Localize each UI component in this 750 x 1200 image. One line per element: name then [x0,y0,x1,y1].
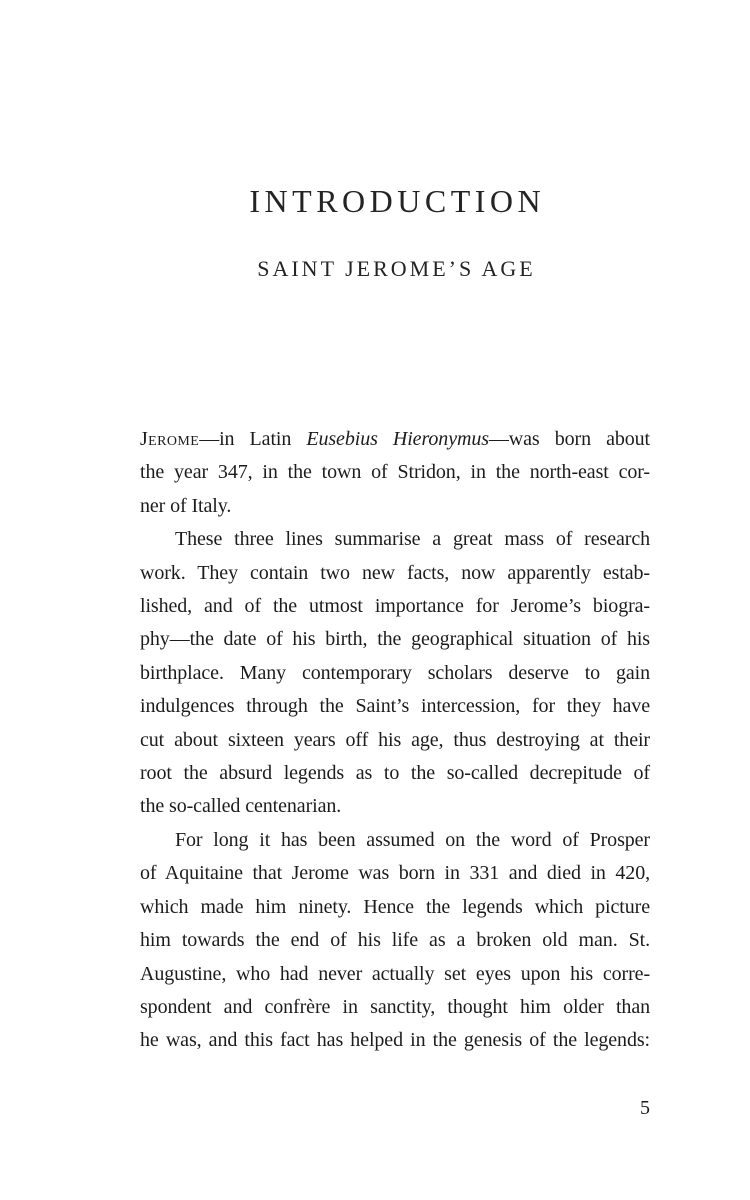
text-line [140,657,650,690]
text-line [140,724,650,757]
text-segment: —was born about [488,428,651,450]
text-line [140,557,650,590]
text-segment: indulgences through the Saint’s intercession, for they have [140,695,650,718]
text-line [140,958,650,991]
text-line [140,924,650,957]
text-segment: —in Latin [199,428,307,450]
text-segment-smallcaps: Jerome [140,428,200,450]
page-number: 5 [640,1097,650,1119]
text-line [140,456,650,489]
text-line [140,824,650,857]
text-segment: phy—the date of his birth, the geographical situation of his [140,628,650,651]
text-line [140,690,650,723]
text-segment: root the absurd legends as to the so-called decrepitude of [140,762,650,785]
text-line [140,523,650,556]
text-segment: him towards the end of his life as a broken old man. St. [140,929,650,952]
text-line [140,857,650,890]
text-segment: lished, and of the utmost importance for Jerome’s biogra- [140,595,650,618]
text-segment: spondent and confrère in sanctity, thought him older than [140,995,650,1018]
text-segment: the so-called centenarian. [140,795,342,818]
text-segment: birthplace. Many contemporary scholars deserve to gain [140,661,650,684]
text-segment: Augustine, who had never actually set eyes upon his corre- [140,962,650,985]
text-segment: These three lines summarise a great mass of research [175,528,650,551]
text-segment: he was, and this fact has helped in the genesis of the legends: [140,1029,650,1052]
text-line [140,423,650,456]
text-segment: For long it has been assumed on the word of Prosper [175,828,650,851]
text-line [140,1024,650,1057]
text-line [140,757,650,790]
text-line [140,891,650,924]
body-text [140,423,650,1058]
text-segment: of Aquitaine that Jerome was born in 331 and died in 420, [140,862,650,885]
text-line [140,991,650,1024]
text-line [140,790,650,823]
text-line [140,490,650,523]
chapter-subtitle: SAINT JEROME’S AGE [257,256,536,281]
text-segment-italic: Eusebius Hieronymus [306,428,489,450]
text-segment: cut about sixteen years off his age, thus destroying at their [140,728,650,751]
chapter-title: INTRODUCTION [249,183,546,219]
text-segment: which made him ninety. Hence the legends which picture [140,895,650,918]
text-line [140,590,650,623]
text-segment: work. They contain two new facts, now apparently estab- [140,561,650,584]
text-segment: ner of Italy. [140,494,232,517]
text-line [140,623,650,656]
text-segment: the year 347, in the town of Stridon, in the north-east cor- [140,461,650,484]
